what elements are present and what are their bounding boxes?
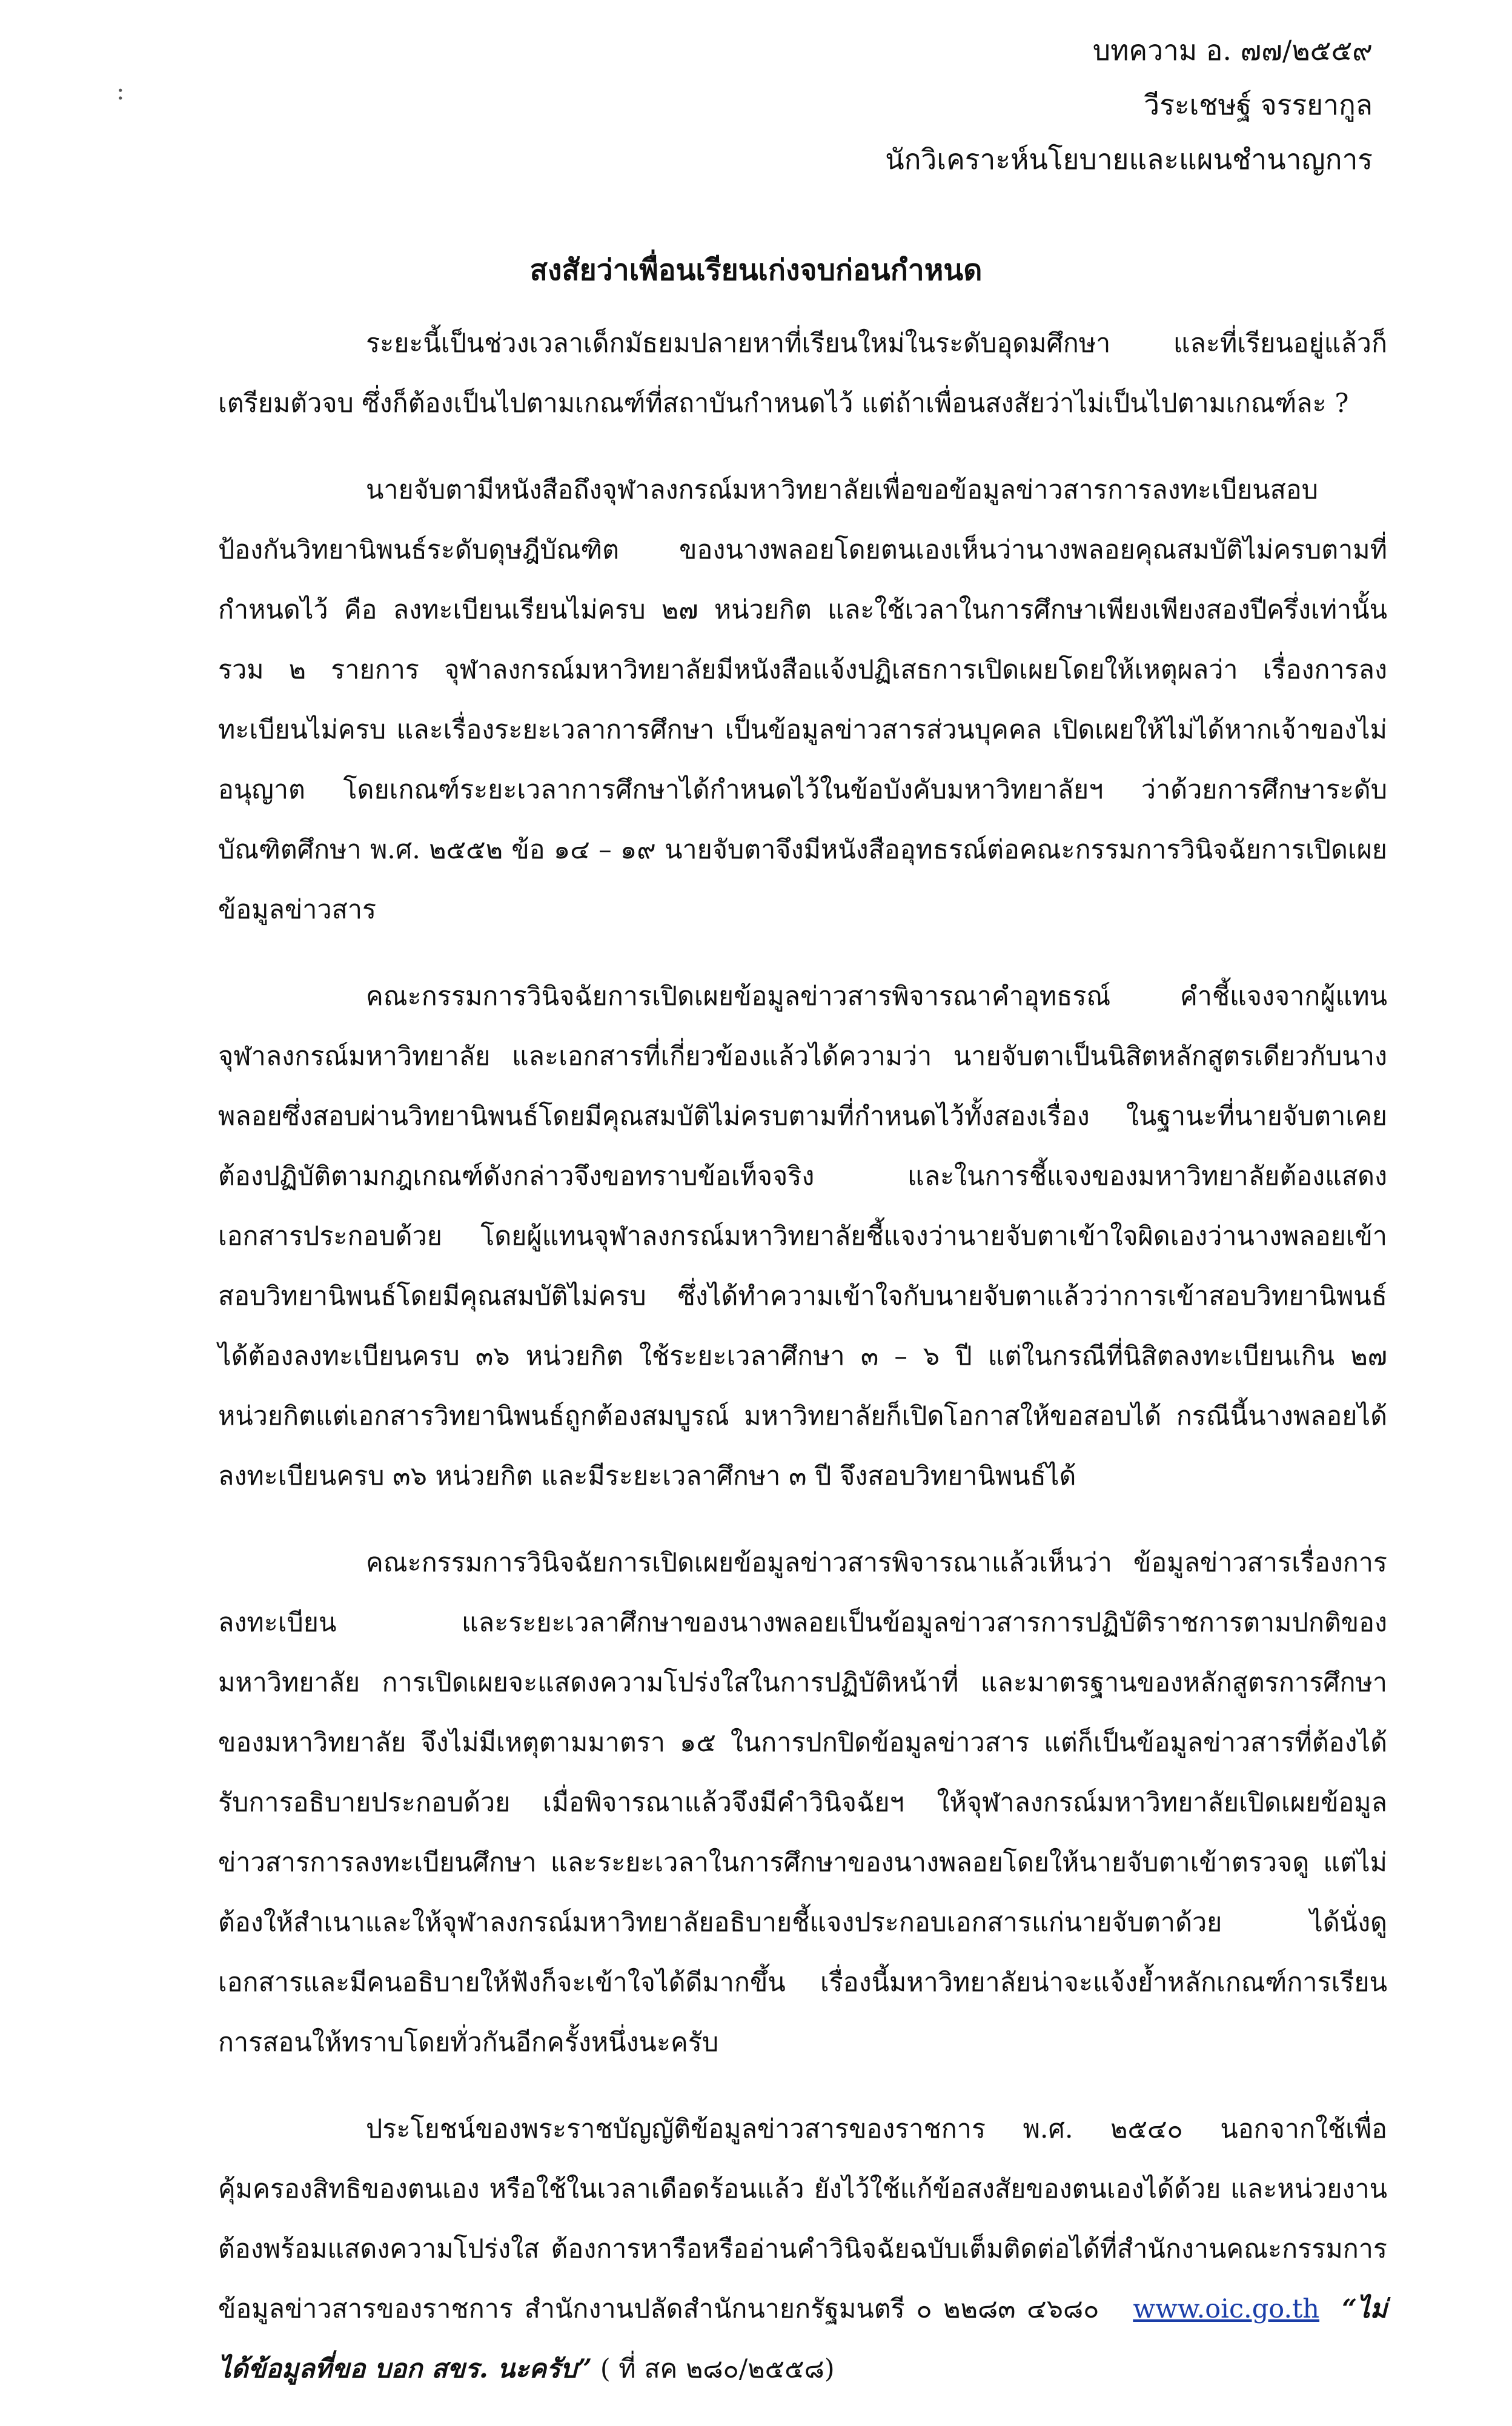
reference-number: ( ที่ สค ๒๘๐/๒๕๕๘) — [600, 2354, 835, 2384]
website-link[interactable]: www.oic.go.th — [1133, 2294, 1319, 2324]
closing-text: ประโยชน์ของพระราชบัญญัติข้อมูลข่าวสารของราชการ พ.ศ. ๒๕๔๐ นอกจากใช้เพื่อคุ้มครองสิทธิของตนเอง หรือใช้ในเวลาเดือดร้อนแล้ว ยังไว้ใช้แก้ข้อสงสัยของตนเองได้ด้วย และหน่วยงานต้องพร้อมแสดงความโปร่งใส ต้องการหารือหรืออ่านคำวินิจฉัยฉบับเต็มติดต่อได้ที่สำนักงานคณะกรรมการข้อมูลข่าวสารของราชการ สำนักงานปลัดสำนักนายกรัฐมนตรี — [218, 2114, 1387, 2324]
margin-mark: : — [116, 78, 125, 105]
doc-number: บทความ อ. ๗๗/๒๕๕๙ — [1092, 34, 1373, 67]
paragraph-closing — [218, 2100, 1387, 2399]
author-position: นักวิเคราะห์นโยบายและแผนชำนาญการ — [885, 143, 1373, 176]
article-title: สงสัยว่าเพื่อนเรียนเก่งจบก่อนกำหนด — [529, 253, 983, 287]
document-header — [885, 23, 1373, 187]
paragraph-case: นายจับตามีหนังสือถึงจุฬาลงกรณ์มหาวิทยาลัยเพื่อขอข้อมูลข่าวสารการลงทะเบียนสอบป้องกันวิทยานิพนธ์ระดับดุษฎีบัณฑิต ของนางพลอยโดยตนเองเห็นว่านางพลอยคุณสมบัติไม่ครบตามที่กำหนดไว้ คือ ลงทะเบียนเรียนไม่ครบ ๒๗ หน่วยกิต และใช้เวลาในการศึกษาเพียงเพียงสองปีครึ่งเท่านั้น รวม ๒ รายการ จุฬาลงกรณ์มหาวิทยาลัยมีหนังสือแจ้งปฏิเสธการเปิดเผยโดยให้เหตุผลว่า เรื่องการลงทะเบียนไม่ครบ และเรื่องระยะเวลาการศึกษา เป็นข้อมูลข่าวสารส่วนบุคคล เปิดเผยให้ไม่ได้หากเจ้าของไม่อนุญาต โดยเกณฑ์ระยะเวลาการศึกษาได้กำหนดไว้ในข้อบังคับมหาวิทยาลัยฯ ว่าด้วยการศึกษาระดับบัณฑิตศึกษา พ.ศ. ๒๕๕๒ ข้อ ๑๔ – ๑๙ นายจับตาจึงมีหนังสืออุทธรณ์ต่อคณะกรรมการวินิจฉัยการเปิดเผยข้อมูลข่าวสาร — [218, 475, 1387, 925]
contact-phone: ๐ ๒๒๘๓ ๔๖๘๐ — [916, 2294, 1099, 2324]
paragraph-intro: ระยะนี้เป็นช่วงเวลาเด็กมัธยมปลายหาที่เรียนใหม่ในระดับอุดมศึกษา และที่เรียนอยู่แล้วก็เตรียมตัวจบ ซึ่งก็ต้องเป็นไปตามเกณฑ์ที่สถาบันกำหนดไว้ แต่ถ้าเพื่อนสงสัยว่าไม่เป็นไปตามเกณฑ์ละ ? — [218, 328, 1387, 419]
paragraph-hearing: คณะกรรมการวินิจฉัยการเปิดเผยข้อมูลข่าวสารพิจารณาคำอุทธรณ์ คำชี้แจงจากผู้แทนจุฬาลงกรณ์มหาวิทยาลัย และเอกสารที่เกี่ยวข้องแล้วได้ความว่า นายจับตาเป็นนิสิตหลักสูตรเดียวกับนางพลอยซึ่งสอบผ่านวิทยานิพนธ์โดยมีคุณสมบัติไม่ครบตามที่กำหนดไว้ทั้งสองเรื่อง ในฐานะที่นายจับตาเคยต้องปฏิบัติตามกฎเกณฑ์ดังกล่าวจึงขอทราบข้อเท็จจริง และในการชี้แจงของมหาวิทยาลัยต้องแสดงเอกสารประกอบด้วย โดยผู้แทนจุฬาลงกรณ์มหาวิทยาลัยชี้แจงว่านายจับตาเข้าใจผิดเองว่านางพลอยเข้าสอบวิทยานิพนธ์โดยมีคุณสมบัติไม่ครบ ซึ่งได้ทำความเข้าใจกับนายจับตาแล้วว่าการเข้าสอบวิทยานิพนธ์ได้ต้องลงทะเบียนครบ ๓๖ หน่วยกิต ใช้ระยะเวลาศึกษา ๓ – ๖ ปี แต่ในกรณีที่นิสิตลงทะเบียนเกิน ๒๗ หน่วยกิตแต่เอกสารวิทยานิพนธ์ถูกต้องสมบูรณ์ มหาวิทยาลัยก็เปิดโอกาสให้ขอสอบได้ กรณีนี้นางพลอยได้ลงทะเบียนครบ ๓๖ หน่วยกิต และมีระยะเวลาศึกษา ๓ ปี จึงสอบวิทยานิพนธ์ได้ — [218, 981, 1387, 1491]
paragraph-decision: คณะกรรมการวินิจฉัยการเปิดเผยข้อมูลข่าวสารพิจารณาแล้วเห็นว่า ข้อมูลข่าวสารเรื่องการลงทะเบียน และระยะเวลาศึกษาของนางพลอยเป็นข้อมูลข่าวสารการปฏิบัติราชการตามปกติของมหาวิทยาลัย การเปิดเผยจะแสดงความโปร่งใสในการปฏิบัติหน้าที่ และมาตรฐานของหลักสูตรการศึกษาของมหาวิทยาลัย จึงไม่มีเหตุตามมาตรา ๑๕ ในการปกปิดข้อมูลข่าวสาร แต่ก็เป็นข้อมูลข่าวสารที่ต้องได้รับการอธิบายประกอบด้วย เมื่อพิจารณาแล้วจึงมีคำวินิจฉัยฯ ให้จุฬาลงกรณ์มหาวิทยาลัยเปิดเผยข้อมูลข่าวสารการลงทะเบียนศึกษา และระยะเวลาในการศึกษาของนางพลอยโดยให้นายจับตาเข้าตรวจดู แต่ไม่ต้องให้สำเนาและให้จุฬาลงกรณ์มหาวิทยาลัยอธิบายชี้แจงประกอบเอกสารแก่นายจับตาด้วย ได้นั่งดูเอกสารและมีคนอธิบายให้ฟังก็จะเข้าใจได้ดีมากขึ้น เรื่องนี้มหาวิทยาลัยน่าจะแจ้งย้ำหลักเกณฑ์การเรียนการสอนให้ทราบโดยทั่วกันอีกครั้งหนึ่งนะครับ — [218, 1548, 1387, 2058]
article-body — [218, 314, 1387, 2426]
closing-quote: “ไม่ได้ข้อมูลที่ขอ บอก สขร. นะครับ” — [218, 2294, 1387, 2384]
author-name: วีระเชษฐ์ จรรยากูล — [1144, 88, 1373, 121]
